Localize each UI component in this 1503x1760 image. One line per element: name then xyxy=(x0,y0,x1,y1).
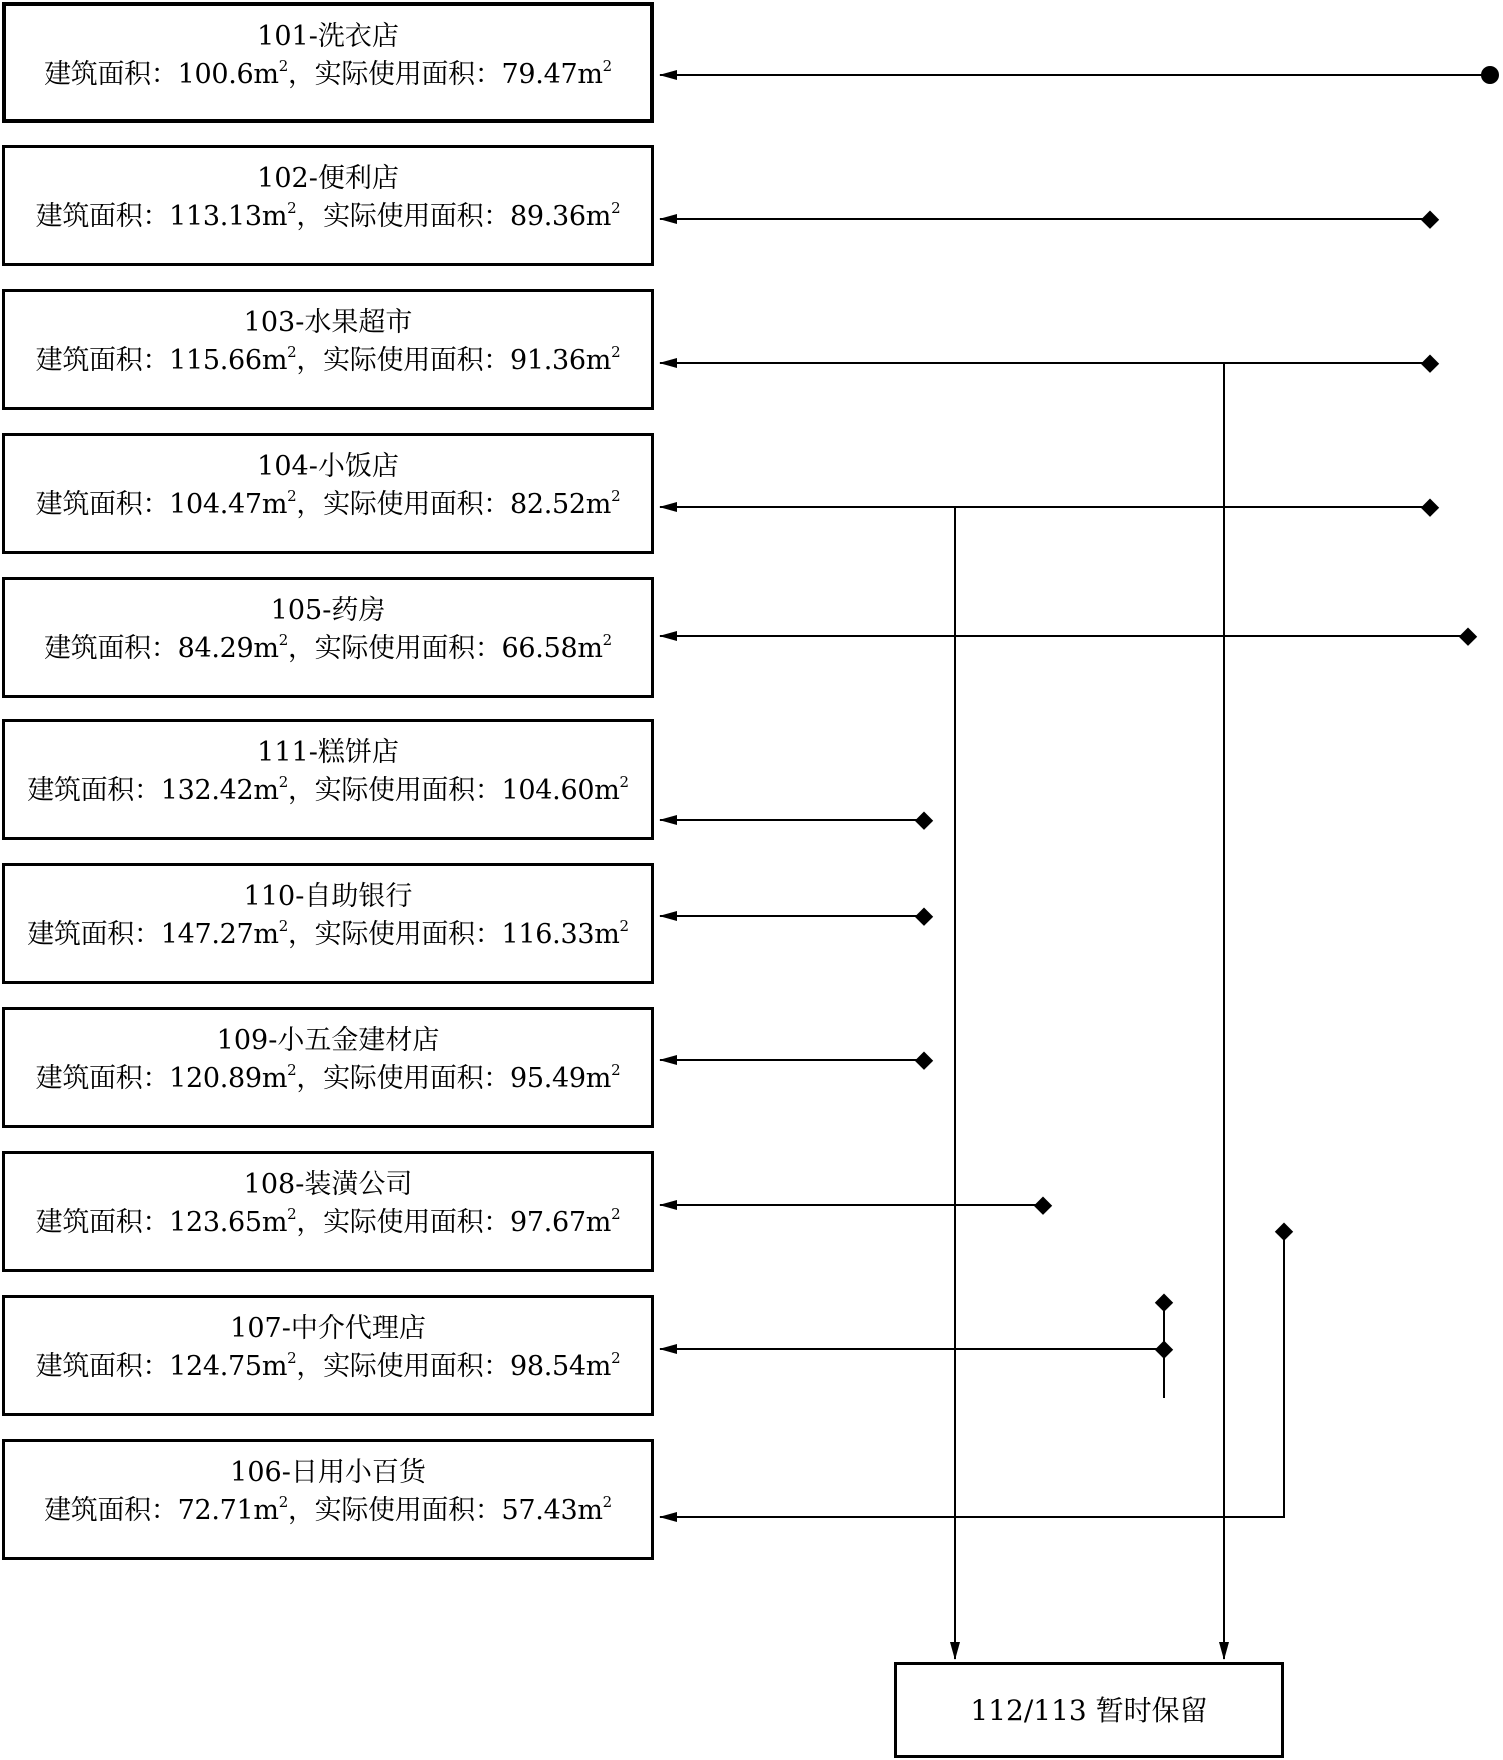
usable-prefix: ，实际使用面积： xyxy=(287,919,502,950)
usable-area: 57.43 xyxy=(501,1495,578,1526)
building-area: 132.42 xyxy=(160,775,254,806)
unit-name: 101-洗衣店 xyxy=(257,21,399,52)
usable-area: 79.47 xyxy=(501,59,578,90)
unit-m: m xyxy=(577,1495,603,1526)
unit-name: 108-装潢公司 xyxy=(243,1169,413,1200)
unit-exponent: 2 xyxy=(602,631,612,649)
unit-box-102 xyxy=(2,145,654,266)
unit-exponent: 2 xyxy=(287,487,297,505)
unit-area xyxy=(5,1061,651,1094)
unit-area xyxy=(5,1205,651,1238)
area-prefix: 建筑面积： xyxy=(35,1063,170,1094)
unit-exponent: 2 xyxy=(611,1349,621,1367)
unit-m: m xyxy=(594,919,620,950)
unit-m: m xyxy=(585,1207,612,1238)
area-prefix: 建筑面积： xyxy=(44,633,178,664)
usable-prefix: ，实际使用面积： xyxy=(296,201,510,232)
building-area: 124.75 xyxy=(169,1351,262,1382)
unit-exponent: 2 xyxy=(287,343,297,361)
unit-name: 103-水果超市 xyxy=(243,307,413,338)
building-area: 113.13 xyxy=(169,201,262,232)
unit-area xyxy=(5,1349,651,1382)
unit-box-104 xyxy=(2,433,654,554)
reserved-label: 112/113 暂时保留 xyxy=(970,1694,1208,1727)
unit-box-106 xyxy=(2,1439,654,1560)
usable-area: 116.33 xyxy=(501,919,595,950)
unit-m: m xyxy=(585,489,612,520)
area-prefix: 建筑面积： xyxy=(27,775,161,806)
unit-area xyxy=(5,343,651,376)
unit-exponent: 2 xyxy=(611,343,621,361)
usable-prefix: ，实际使用面积： xyxy=(287,1495,502,1526)
diamond-110 xyxy=(915,908,933,926)
unit-box-108 xyxy=(2,1151,654,1272)
diamond-111 xyxy=(915,812,933,830)
unit-m: m xyxy=(253,633,279,664)
unit-exponent: 2 xyxy=(287,1349,297,1367)
unit-m: m xyxy=(253,59,279,90)
diamond-108 xyxy=(1034,1197,1052,1215)
usable-area: 66.58 xyxy=(501,633,578,664)
unit-m: m xyxy=(261,1207,288,1238)
unit-m: m xyxy=(253,775,279,806)
usable-prefix: ，实际使用面积： xyxy=(287,59,502,90)
building-area: 120.89 xyxy=(169,1063,262,1094)
unit-name: 111-糕饼店 xyxy=(257,737,399,768)
usable-prefix: ，实际使用面积： xyxy=(296,489,510,520)
unit-box-105 xyxy=(2,577,654,698)
unit-box-110 xyxy=(2,863,654,984)
unit-exponent: 2 xyxy=(602,57,612,75)
usable-prefix: ，实际使用面积： xyxy=(287,633,502,664)
unit-box-107 xyxy=(2,1295,654,1416)
unit-name: 104-小饭店 xyxy=(257,451,399,482)
usable-area: 91.36 xyxy=(510,345,586,376)
unit-area xyxy=(5,487,651,520)
building-area: 84.29 xyxy=(177,633,254,664)
unit-area xyxy=(5,631,651,664)
unit-m: m xyxy=(585,201,612,232)
unit-exponent: 2 xyxy=(619,773,629,791)
building-area: 123.65 xyxy=(169,1207,262,1238)
usable-area: 104.60 xyxy=(501,775,595,806)
diamond-106 xyxy=(1275,1223,1293,1241)
unit-m: m xyxy=(577,59,603,90)
unit-box-101 xyxy=(2,2,654,123)
usable-prefix: ，实际使用面积： xyxy=(296,1207,510,1238)
diamond-107 xyxy=(1155,1341,1173,1359)
unit-m: m xyxy=(577,633,603,664)
unit-exponent: 2 xyxy=(287,1205,297,1223)
area-prefix: 建筑面积： xyxy=(27,919,161,950)
area-prefix: 建筑面积： xyxy=(35,201,170,232)
unit-box-109 xyxy=(2,1007,654,1128)
diamond-107-top xyxy=(1155,1294,1173,1312)
area-prefix: 建筑面积： xyxy=(35,489,170,520)
unit-area xyxy=(5,1493,651,1526)
arrow-106 xyxy=(660,1231,1284,1517)
unit-area xyxy=(5,917,651,950)
unit-m: m xyxy=(585,1063,612,1094)
unit-exponent: 2 xyxy=(602,1493,612,1511)
area-prefix: 建筑面积： xyxy=(35,1351,170,1382)
unit-area xyxy=(5,199,651,232)
unit-exponent: 2 xyxy=(611,487,621,505)
usable-prefix: ，实际使用面积： xyxy=(296,1351,510,1382)
diamond-109 xyxy=(915,1052,933,1070)
building-area: 147.27 xyxy=(160,919,254,950)
area-prefix: 建筑面积： xyxy=(44,1495,178,1526)
usable-area: 89.36 xyxy=(510,201,586,232)
diamond-104 xyxy=(1421,499,1439,517)
unit-name: 107-中介代理店 xyxy=(230,1313,426,1344)
unit-exponent: 2 xyxy=(278,1493,288,1511)
unit-area xyxy=(6,57,650,90)
building-area: 100.6 xyxy=(177,59,254,90)
unit-exponent: 2 xyxy=(611,199,621,217)
usable-area: 82.52 xyxy=(510,489,586,520)
diamond-103 xyxy=(1421,355,1439,373)
usable-prefix: ，实际使用面积： xyxy=(296,1063,510,1094)
unit-name: 102-便利店 xyxy=(257,163,399,194)
unit-name: 109-小五金建材店 xyxy=(216,1025,440,1056)
unit-m: m xyxy=(594,775,620,806)
unit-exponent: 2 xyxy=(278,631,288,649)
unit-m: m xyxy=(261,489,288,520)
area-prefix: 建筑面积： xyxy=(35,345,170,376)
unit-name: 105-药房 xyxy=(270,595,386,626)
unit-name: 110-自助银行 xyxy=(243,881,413,912)
building-area: 104.47 xyxy=(169,489,262,520)
diamond-102 xyxy=(1421,211,1439,229)
area-prefix: 建筑面积： xyxy=(44,59,178,90)
unit-m: m xyxy=(261,1351,288,1382)
unit-m: m xyxy=(253,1495,279,1526)
unit-area xyxy=(5,773,651,806)
source-dot-101 xyxy=(1481,66,1499,84)
unit-exponent: 2 xyxy=(287,199,297,217)
unit-name: 106-日用小百货 xyxy=(230,1457,426,1488)
unit-m: m xyxy=(253,919,279,950)
reserved-box xyxy=(894,1662,1284,1758)
usable-area: 97.67 xyxy=(510,1207,586,1238)
area-prefix: 建筑面积： xyxy=(35,1207,170,1238)
unit-m: m xyxy=(261,345,288,376)
building-area: 115.66 xyxy=(169,345,262,376)
unit-exponent: 2 xyxy=(619,917,629,935)
unit-exponent: 2 xyxy=(278,57,288,75)
usable-area: 95.49 xyxy=(510,1063,586,1094)
usable-prefix: ，实际使用面积： xyxy=(287,775,502,806)
unit-m: m xyxy=(261,1063,288,1094)
diamond-105 xyxy=(1459,628,1477,646)
building-area: 72.71 xyxy=(177,1495,254,1526)
unit-box-111 xyxy=(2,719,654,840)
unit-box-103 xyxy=(2,289,654,410)
unit-m: m xyxy=(585,345,612,376)
usable-area: 98.54 xyxy=(510,1351,586,1382)
unit-exponent: 2 xyxy=(287,1061,297,1079)
unit-m: m xyxy=(585,1351,612,1382)
unit-exponent: 2 xyxy=(611,1061,621,1079)
usable-prefix: ，实际使用面积： xyxy=(296,345,510,376)
unit-m: m xyxy=(261,201,288,232)
unit-exponent: 2 xyxy=(278,773,288,791)
unit-exponent: 2 xyxy=(278,917,288,935)
unit-exponent: 2 xyxy=(611,1205,621,1223)
